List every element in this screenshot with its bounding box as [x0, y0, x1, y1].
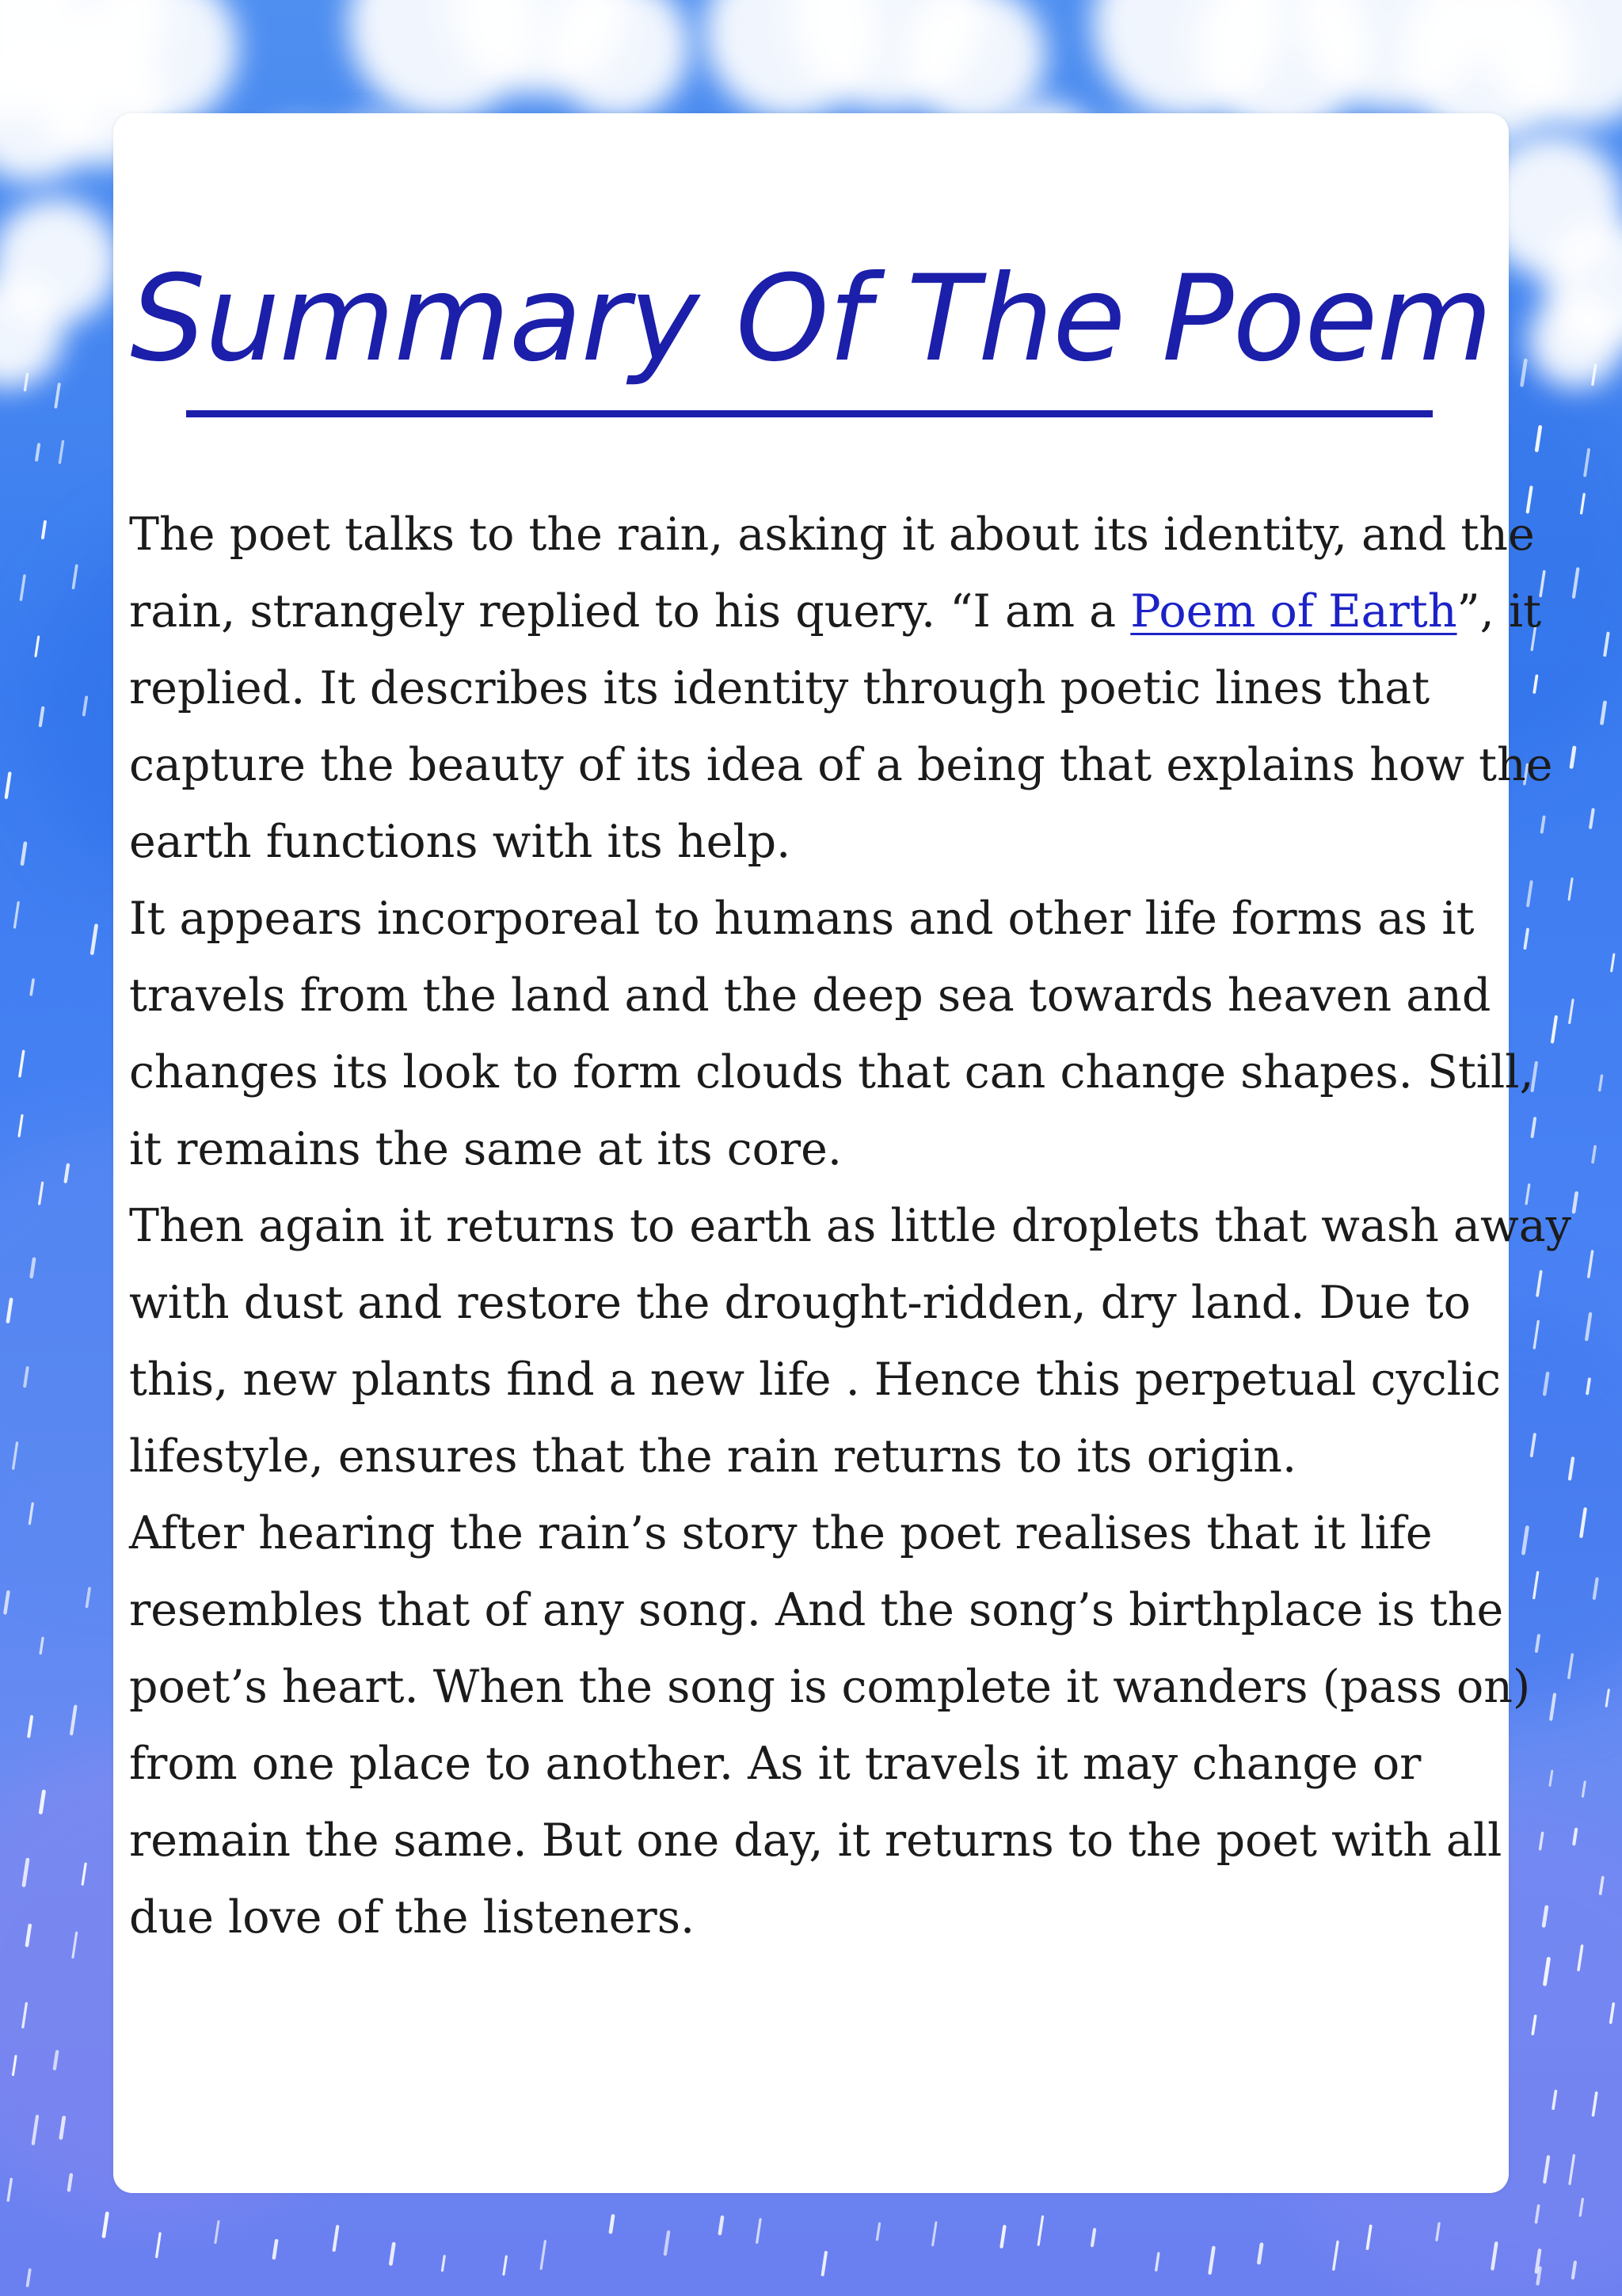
raindrop-icon	[14, 902, 18, 927]
raindrop-icon	[32, 1259, 34, 1277]
raindrop-icon	[665, 2232, 668, 2254]
raindrop-icon	[36, 444, 39, 459]
body-text-segment: it remains the same at its core.	[129, 1123, 843, 1175]
raindrop-icon	[334, 2226, 337, 2250]
page-title: Summary Of The Poem	[130, 250, 1492, 388]
body-text-segment: travels from the land and the deep sea towards heaven and	[129, 969, 1491, 1022]
body-text-segment: earth functions with its help.	[129, 816, 791, 868]
raindrop-icon	[1002, 2226, 1005, 2246]
raindrop-icon	[1525, 930, 1528, 948]
body-text-segment: capture the beauty of its idea of a being that explains how the	[129, 739, 1553, 791]
body-line	[129, 727, 1553, 804]
raindrop-icon	[6, 1592, 9, 1613]
title-underline	[186, 410, 1433, 417]
raindrop-icon	[877, 2224, 879, 2240]
body-line	[129, 881, 1499, 958]
raindrop-icon	[1582, 1782, 1585, 1796]
body-line	[129, 1418, 1499, 1495]
raindrop-icon	[1590, 809, 1593, 827]
body-line	[129, 804, 1499, 881]
raindrop-icon	[59, 441, 63, 463]
body-text-segment: poet’s heart. When the song is complete it wanders (pass on)	[129, 1661, 1531, 1713]
body-text-segment: changes its look to form clouds that can change shapes. Still,	[129, 1046, 1534, 1099]
body-line	[129, 1495, 1499, 1572]
raindrop-icon	[66, 1165, 68, 1182]
raindrop-icon	[74, 565, 77, 588]
raindrop-icon	[541, 2241, 545, 2269]
body-line	[129, 1649, 1531, 1726]
body-line	[129, 1342, 1502, 1418]
body-line	[129, 1265, 1499, 1342]
body-line	[129, 1111, 1499, 1188]
raindrop-icon	[55, 384, 59, 407]
body-line	[129, 573, 1542, 650]
raindrop-icon	[720, 2218, 722, 2233]
raindrop-icon	[1552, 1017, 1556, 1042]
body-text-segment: It appears incorporeal to humans and other life forms as it	[129, 893, 1475, 945]
raindrop-icon	[21, 576, 25, 600]
raindrop-icon	[6, 773, 10, 797]
raindrop-icon	[87, 1589, 89, 1607]
poem-of-earth-link[interactable]: Poem of Earth	[1130, 585, 1457, 638]
body-line	[129, 1726, 1499, 1803]
raindrop-icon	[40, 1638, 43, 1653]
raindrop-icon	[1606, 1690, 1609, 1706]
body-text-segment: this, new plants find a new life . Hence this perpetual cyclic	[129, 1354, 1502, 1406]
raindrop-icon	[1569, 878, 1572, 899]
raindrop-icon	[1612, 954, 1614, 971]
raindrop-icon	[1550, 1771, 1552, 1785]
body-text-segment: due love of the listeners.	[129, 1891, 695, 1944]
raindrop-icon	[390, 2244, 394, 2264]
raindrop-icon	[1092, 2229, 1095, 2245]
cloud-icon	[348, 0, 689, 119]
body-line	[129, 1803, 1502, 1879]
raindrop-icon	[92, 926, 96, 954]
body-line	[129, 1572, 1504, 1649]
raindrop-icon	[1574, 1194, 1577, 1213]
raindrop-icon	[1587, 1379, 1590, 1393]
summary-card	[113, 113, 1571, 2193]
raindrop-icon	[36, 637, 39, 656]
raindrop-icon	[611, 2216, 613, 2232]
body-line	[129, 1879, 1499, 1956]
body-text-segment: Then again it returns to earth as little droplets that wash away	[129, 1200, 1571, 1252]
raindrop-icon	[69, 2175, 71, 2190]
raindrop-icon	[29, 1717, 32, 1737]
raindrop-icon	[757, 2219, 760, 2242]
raindrop-icon	[1156, 2253, 1159, 2270]
raindrop-icon	[1258, 2245, 1261, 2263]
raindrop-icon	[157, 2233, 160, 2256]
raindrop-icon	[215, 2222, 219, 2243]
body-text-segment: from one place to another. As it travels it may change or	[129, 1738, 1422, 1790]
raindrop-icon	[1573, 2262, 1575, 2278]
raindrop-icon	[71, 1707, 75, 1734]
body-line	[129, 1188, 1571, 1265]
body-text-segment: resembles that of any song. And the song’s birthplace is the	[129, 1584, 1504, 1636]
raindrop-icon	[8, 2180, 11, 2201]
raindrop-icon	[823, 2252, 826, 2275]
raindrop-icon	[1528, 881, 1531, 905]
body-line	[129, 1034, 1534, 1111]
raindrop-icon	[933, 2222, 936, 2245]
raindrop-icon	[1210, 2248, 1214, 2273]
raindrop-icon	[1038, 2217, 1042, 2245]
raindrop-icon	[31, 980, 33, 994]
body-text-segment: lifestyle, ensures that the rain returns to its origin.	[129, 1430, 1297, 1483]
raindrop-icon	[1593, 1147, 1595, 1163]
raindrop-icon	[504, 2256, 506, 2275]
body-text-segment: replied. It describes its identity through poetic lines that	[129, 662, 1430, 714]
raindrop-icon	[1542, 817, 1544, 832]
raindrop-icon	[442, 2256, 444, 2271]
raindrop-icon	[1589, 1251, 1593, 1277]
body-text-segment: remain the same. But one day, it returns to the poet with all	[129, 1814, 1502, 1867]
body-text-segment: with dust and restore the drought-ridden, dry land. Due to	[129, 1277, 1471, 1329]
body-text-segment: rain, strangely replied to his query. “I am a	[129, 585, 1131, 638]
raindrop-icon	[19, 1115, 22, 1136]
raindrop-icon	[104, 2214, 107, 2237]
raindrop-icon	[1537, 1272, 1541, 1296]
raindrop-icon	[1571, 748, 1574, 767]
raindrop-icon	[1533, 1118, 1535, 1137]
body-text-segment: After hearing the rain’s story the poet realises that it life	[129, 1507, 1433, 1559]
raindrop-icon	[274, 2241, 276, 2257]
cloud-icon	[0, 198, 119, 388]
body-line	[129, 497, 1535, 573]
raindrop-icon	[1600, 1076, 1602, 1090]
body-text-segment: The poet talks to the rain, asking it about its identity, and the	[129, 508, 1535, 561]
summary-body	[129, 497, 1571, 1956]
raindrop-icon	[1574, 1830, 1576, 1845]
raindrop-icon	[43, 522, 45, 538]
body-line	[129, 958, 1499, 1034]
raindrop-icon	[22, 843, 25, 864]
raindrop-icon	[28, 2270, 30, 2286]
body-text-segment: ”, it	[1456, 585, 1542, 638]
cloud-icon	[705, 0, 1045, 127]
body-line	[129, 650, 1499, 727]
raindrop-icon	[1570, 1000, 1573, 1022]
raindrop-icon	[20, 1051, 24, 1076]
